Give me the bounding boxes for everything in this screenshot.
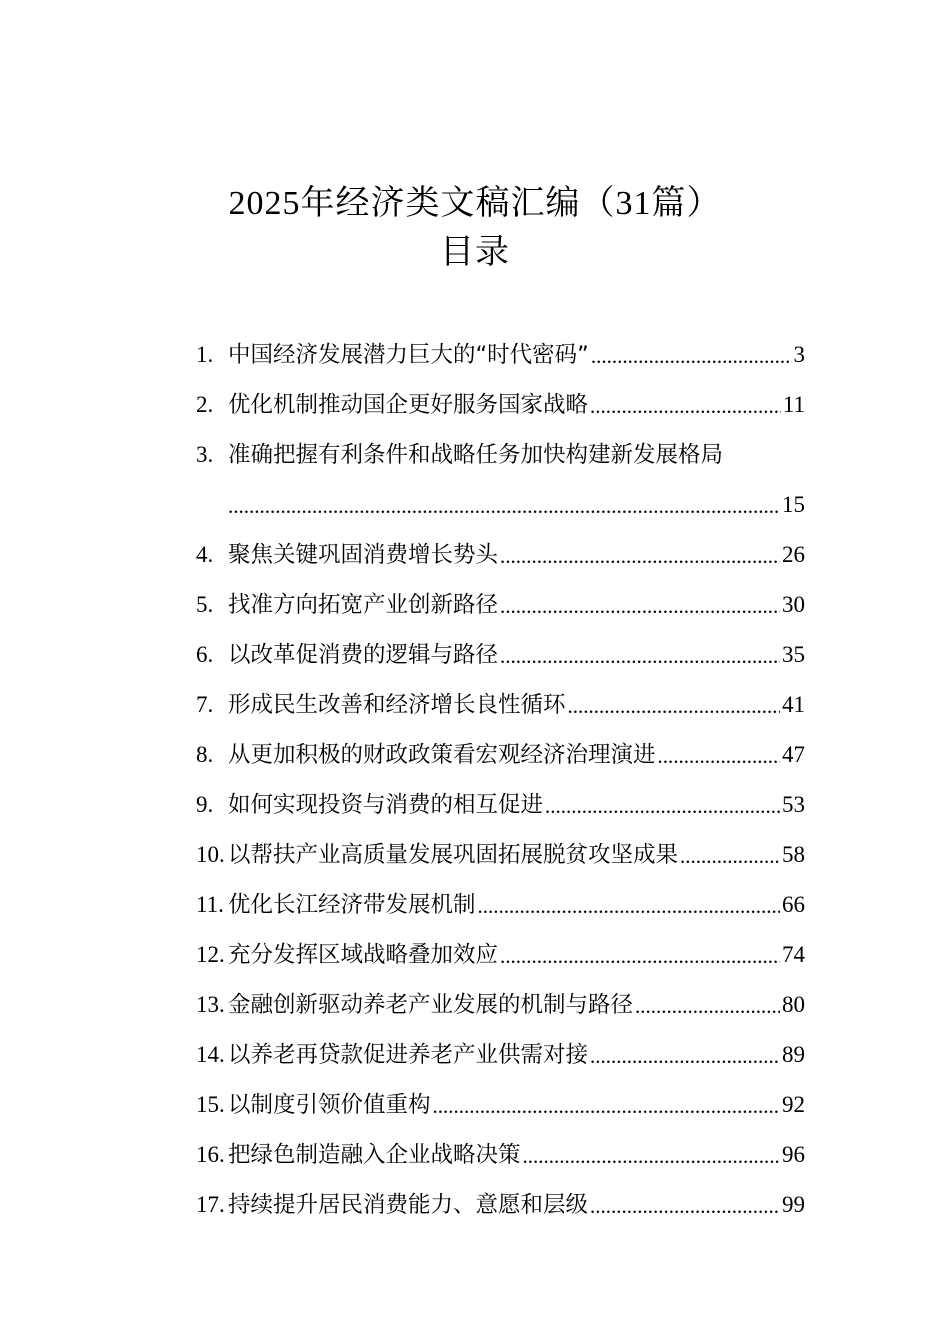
toc-entry-number: 2.: [196, 392, 214, 417]
toc-entry[interactable]: [196, 930, 805, 980]
table-of-contents: [196, 330, 805, 1230]
toc-dot-leader: [500, 938, 780, 974]
page-title: [0, 183, 950, 224]
toc-entry-title: 聚焦关键巩固消费增长势头: [228, 542, 499, 568]
toc-entry[interactable]: [196, 680, 805, 730]
toc-dot-leader: [545, 788, 780, 824]
toc-dot-leader: [500, 588, 780, 624]
toc-entry-title: 形成民生改善和经济增长良性循环: [228, 692, 566, 718]
title-year: 2025: [228, 185, 301, 222]
toc-entry-number: 4.: [196, 542, 214, 567]
toc-dot-leader: [568, 688, 780, 724]
toc-dot-leader: [658, 738, 780, 774]
page-subtitle: 目录: [440, 232, 510, 272]
toc-entry-title: 以制度引领价值重构: [228, 1092, 431, 1118]
toc-entry-page: 74: [782, 942, 805, 967]
toc-entry-page: 11: [782, 392, 805, 417]
toc-entry-page: 89: [782, 1042, 805, 1067]
toc-entry-number: 10.: [196, 842, 225, 867]
toc-dot-leader: [635, 988, 780, 1024]
toc-dot-leader: [590, 1038, 780, 1074]
toc-entry-title: 从更加积极的财政政策看宏观经济治理演进: [228, 742, 656, 768]
toc-entry[interactable]: [196, 630, 805, 680]
toc-entry-page: 47: [782, 742, 805, 767]
title-tail: 篇）: [651, 183, 722, 223]
toc-entry[interactable]: [196, 780, 805, 830]
toc-entry[interactable]: [196, 830, 805, 880]
toc-entry[interactable]: [196, 1130, 805, 1180]
toc-entry-title: 持续提升居民消费能力、意愿和层级: [228, 1192, 589, 1218]
toc-entry-title: 把绿色制造融入企业战略决策: [228, 1142, 521, 1168]
toc-entry-title: 优化机制推动国企更好服务国家战略: [228, 392, 589, 418]
toc-entry-number: 5.: [196, 592, 214, 617]
toc-dot-leader: [500, 538, 780, 574]
toc-entry-number: 15.: [196, 1092, 225, 1117]
toc-entry-title: 金融创新驱动养老产业发展的机制与路径: [228, 992, 634, 1018]
toc-dot-leader: [228, 488, 780, 524]
toc-entry-continuation[interactable]: [196, 480, 805, 530]
toc-entry-title: 充分发挥区域战略叠加效应: [228, 942, 499, 968]
toc-entry-number: 12.: [196, 942, 225, 967]
toc-entry[interactable]: [196, 380, 805, 430]
toc-entry-number: 14.: [196, 1042, 225, 1067]
toc-entry-title: 以养老再贷款促进养老产业供需对接: [228, 1042, 589, 1068]
toc-entry-title: 以帮扶产业高质量发展巩固拓展脱贫攻坚成果: [228, 842, 679, 868]
toc-entry-page: 41: [782, 692, 805, 717]
toc-entry-page: 96: [782, 1142, 805, 1167]
title-text: 年经济类文稿汇编（: [300, 183, 616, 223]
toc-entry-page: 35: [782, 642, 805, 667]
toc-entry-number: 7.: [196, 692, 214, 717]
toc-entry[interactable]: [196, 1030, 805, 1080]
toc-entry-number: 13.: [196, 992, 225, 1017]
toc-entry-number: 16.: [196, 1142, 225, 1167]
toc-entry[interactable]: [196, 530, 805, 580]
toc-dot-leader: [433, 1088, 780, 1124]
title-count: 31: [615, 185, 652, 222]
toc-dot-leader: [478, 888, 780, 924]
toc-entry[interactable]: [196, 430, 805, 480]
toc-entry[interactable]: [196, 730, 805, 780]
toc-entry-page: 53: [782, 792, 805, 817]
toc-entry-title: 以改革促消费的逻辑与路径: [228, 642, 499, 668]
toc-entry-number: 9.: [196, 792, 214, 817]
toc-entry-number: 3.: [196, 442, 214, 467]
toc-entry[interactable]: [196, 330, 805, 380]
toc-entry-number: 6.: [196, 642, 214, 667]
toc-entry-number: 11.: [196, 892, 224, 917]
toc-entry-page: 80: [782, 992, 805, 1017]
toc-dot-leader: [523, 1138, 780, 1174]
toc-entry-title: 中国经济发展潜力巨大的“时代密码”: [228, 342, 589, 368]
toc-entry-title: 如何实现投资与消费的相互促进: [228, 792, 544, 818]
toc-entry-number: 17.: [196, 1192, 225, 1217]
toc-entry-title: 找准方向拓宽产业创新路径: [228, 592, 499, 618]
toc-dot-leader: [500, 638, 780, 674]
toc-entry-page: 92: [782, 1092, 805, 1117]
toc-entry-title: 优化长江经济带发展机制: [228, 892, 476, 918]
toc-entry[interactable]: [196, 880, 805, 930]
toc-entry[interactable]: [196, 1080, 805, 1130]
toc-dot-leader: [590, 1188, 780, 1224]
toc-dot-leader: [590, 388, 781, 424]
toc-entry-page: 15: [782, 492, 805, 517]
toc-dot-leader: [680, 838, 780, 874]
toc-entry-page: 30: [782, 592, 805, 617]
toc-entry-number: 8.: [196, 742, 214, 767]
toc-dot-leader: [591, 338, 792, 374]
toc-entry-page: 26: [782, 542, 805, 567]
toc-entry-number: 1.: [196, 342, 214, 367]
toc-entry-title: 准确把握有利条件和战略任务加快构建新发展格局: [228, 442, 724, 468]
toc-entry-page: 99: [782, 1192, 805, 1217]
toc-entry-page: 66: [782, 892, 805, 917]
toc-entry[interactable]: [196, 980, 805, 1030]
toc-entry[interactable]: [196, 580, 805, 630]
toc-entry-page: 3: [793, 342, 805, 367]
toc-entry-page: 58: [782, 842, 805, 867]
toc-entry[interactable]: [196, 1180, 805, 1230]
